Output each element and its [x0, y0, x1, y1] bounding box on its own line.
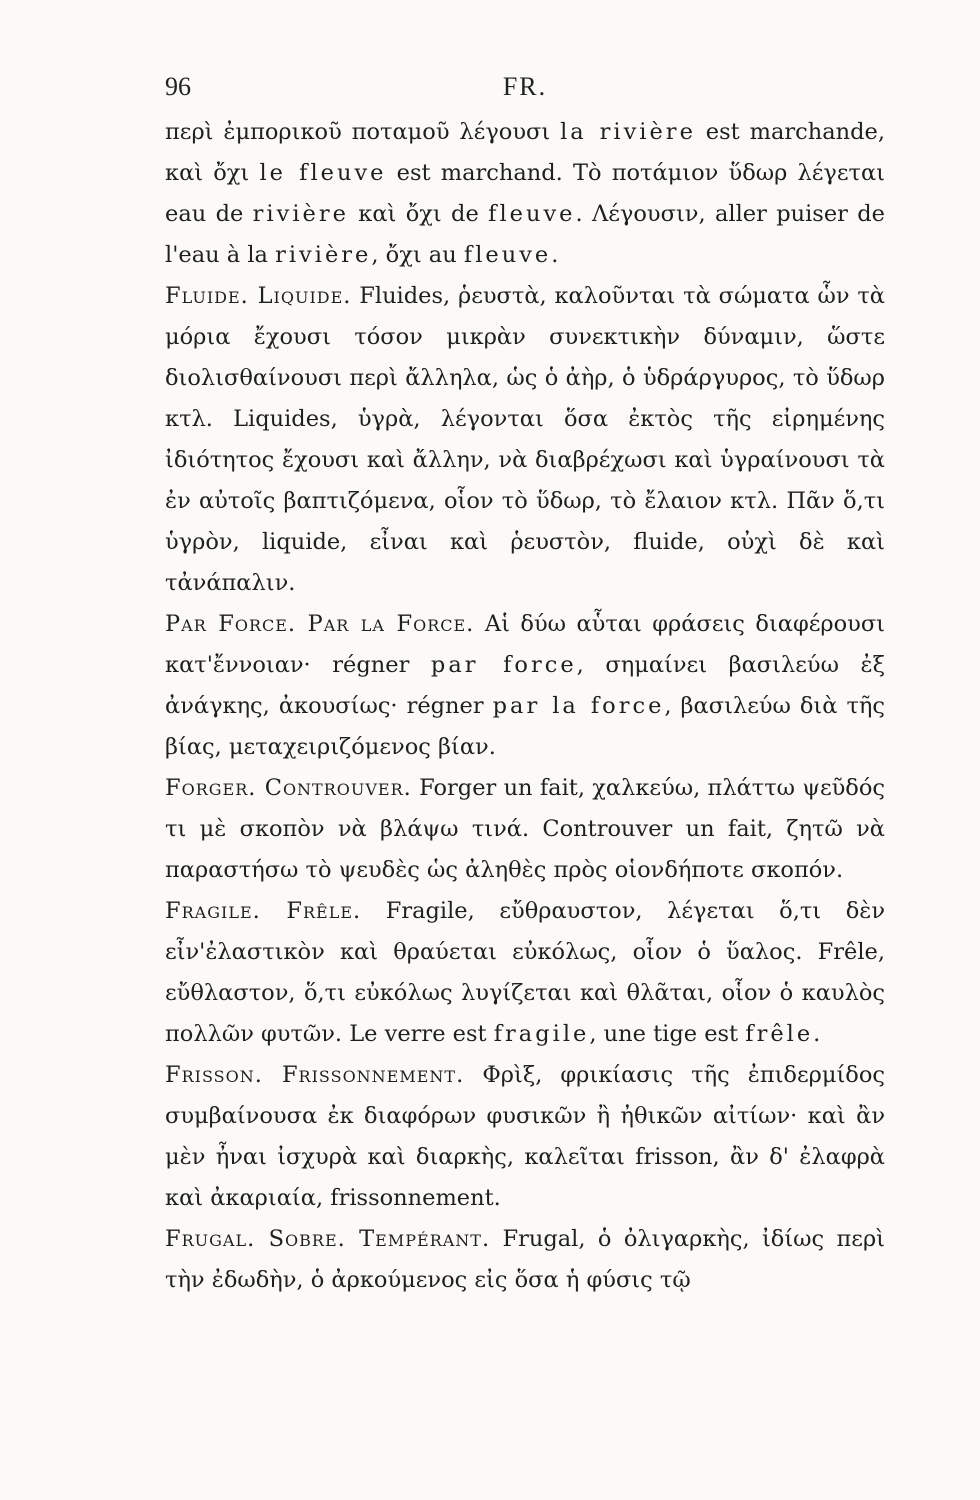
- entry-headword: Forger. Controuver.: [165, 775, 412, 801]
- dictionary-entry: [165, 604, 885, 768]
- entry-text: .: [551, 242, 559, 268]
- dictionary-entry: [165, 768, 885, 891]
- entry-text: Frugal, ὁ ὀλιγαρκὴς, ἰδίως περὶ τὴν ἐδωδὴν, ὁ ἀρκούμενος εἰς ὅσα ἡ φύσις τῷ: [165, 1226, 885, 1293]
- entry-text: est marchand. Τὸ ποτάμιον ὕδωρ λέγεται eau de: [165, 160, 885, 227]
- dictionary-entry: [165, 891, 885, 1055]
- spaced-phrase: rivière: [252, 201, 349, 227]
- entry-text: καὶ ὄχι de: [348, 201, 489, 227]
- spaced-phrase: le fleuve: [259, 160, 387, 186]
- spaced-phrase: fleuve: [488, 201, 576, 227]
- entry-headword: Fragile. Frêle.: [165, 898, 362, 924]
- entry-text: , σημαίνει βασιλεύω ἐξ ἀνάγκης, ἀκουσίως· régner: [165, 652, 885, 719]
- spaced-phrase: la rivière: [560, 119, 696, 145]
- spaced-phrase: fragile: [493, 1021, 590, 1047]
- entry-text: .: [813, 1021, 821, 1047]
- entry-headword: Frugal. Sobre. Tempérant.: [165, 1226, 491, 1252]
- spaced-phrase: fleuve: [463, 242, 552, 268]
- dictionary-entries: [165, 112, 885, 1301]
- entry-text: . Λέγουσιν, aller puiser de l'eau à la: [165, 201, 885, 268]
- entry-text: , une tige est: [589, 1021, 746, 1047]
- entry-headword: Par Force. Par la Force.: [165, 611, 475, 637]
- entry-headword: Fluide. Liquide.: [165, 283, 352, 309]
- spaced-phrase: par force: [430, 652, 577, 678]
- spaced-phrase: rivière: [275, 242, 372, 268]
- entry-text: est marchande, καὶ ὄχι: [165, 119, 885, 186]
- entry-text: Αἱ δύω αὗται φράσεις διαφέρουσι κατ'ἔννοιαν· régner: [165, 611, 886, 678]
- entry-text: Fragile, εὔθραυστον, λέγεται ὅ,τι δὲν εἶν'ἐλαστικὸν καὶ θραύεται εὐκόλως, οἷον ὁ ὕαλος. Frêle, εὔθλαστον, ὅ,τι εὐκόλως λυγίζεται καὶ θλᾶται, οἷον ὁ καυλὸς πολλῶν φυτῶν. Le verre est: [165, 898, 886, 1047]
- dictionary-entry: [165, 276, 885, 604]
- dictionary-entry: [165, 112, 885, 276]
- entry-text: περὶ ἐμπορικοῦ ποταμοῦ λέγουσι: [165, 119, 561, 145]
- dictionary-entry: [165, 1055, 885, 1219]
- entry-text: Φρὶξ, φρικίασις τῆς ἐπιδερμίδος συμβαίνουσα ἐκ διαφόρων φυσικῶν ἢ ἠθικῶν αἰτίων· καὶ ἂν μὲν ἦναι ἰσχυρὰ καὶ διαρκὴς, καλεῖται frisson, ἂν δ' ἐλαφρὰ καὶ ἀκαριαία, frissonnement.: [165, 1062, 885, 1211]
- entry-text: Fluides, ῥευστὰ, καλοῦνται τὰ σώματα ὧν τὰ μόρια ἔχουσι τόσον μικρὰν συνεκτικὴν δύναμιν, ὥστε διολισθαίνουσι περὶ ἄλληλα, ὡς ὁ ἀὴρ, ὁ ὑδράργυρος, τὸ ὕδωρ κτλ. Liquides, ὑγρὰ, λέγονται ὅσα ἐκτὸς τῆς εἰρημένης ἰδιότητος ἔχουσι καὶ ἄλλην, νὰ διαβρέχωσι καὶ ὑγραίνουσι τὰ ἐν αὐτοῖς βαπτιζόμενα, οἷον τὸ ὕδωρ, τὸ ἔλαιον κτλ. Πᾶν ὅ,τι ὑγρὸν, liquide, εἶναι καὶ ῥευστὸν, fluide, οὐχὶ δὲ καὶ τἀνάπαλιν.: [165, 283, 885, 596]
- entry-text: Forger un fait, χαλκεύω, πλάττω ψεῦδός τι μὲ σκοπὸν νὰ βλάψω τινά. Controuver un fait, ζητῶ νὰ παραστήσω τὸ ψευδὲς ὡς ἀληθὲς πρὸς οἱονδήποτε σκοπόν.: [165, 775, 885, 883]
- dictionary-entry: [165, 1219, 885, 1301]
- spaced-phrase: frêle: [745, 1021, 814, 1047]
- page-header: [165, 72, 885, 112]
- entry-headword: Frisson. Frissonnement.: [165, 1062, 465, 1088]
- entry-text: , βασιλεύω διὰ τῆς βίας, μεταχειριζόμενος βίαν.: [165, 693, 885, 760]
- entry-text: , ὄχι au: [371, 242, 464, 268]
- page-content: [165, 72, 885, 1301]
- running-head: FR.: [502, 72, 548, 101]
- spaced-phrase: par la force: [492, 693, 665, 719]
- page-number: 96: [165, 72, 191, 101]
